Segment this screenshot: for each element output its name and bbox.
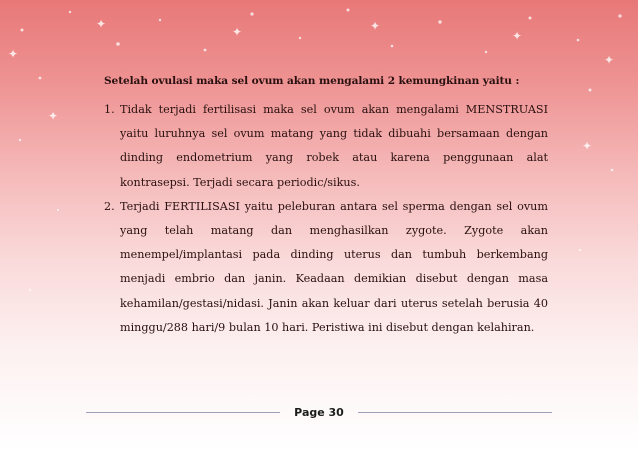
svg-text:✦: ✦ bbox=[604, 53, 615, 67]
svg-text:✦: ✦ bbox=[512, 29, 523, 43]
list-item-number: 1. bbox=[104, 103, 115, 116]
svg-text:✦: ✦ bbox=[48, 109, 59, 123]
page-footer bbox=[86, 402, 552, 422]
intro-paragraph: Setelah ovulasi maka sel ovum akan mengalami 2 kemungkinan yaitu : bbox=[104, 75, 520, 87]
svg-text:✦: ✦ bbox=[8, 47, 19, 61]
page-number: Page 30 bbox=[294, 405, 344, 419]
list-item-number: 2. bbox=[104, 199, 115, 213]
svg-text:✦: ✦ bbox=[370, 19, 381, 33]
list-item bbox=[104, 98, 548, 195]
list-item bbox=[104, 195, 548, 340]
svg-text:✦: ✦ bbox=[232, 25, 243, 39]
footer-rule-right bbox=[358, 412, 552, 413]
svg-text:✦: ✦ bbox=[96, 17, 107, 31]
svg-text:✦: ✦ bbox=[582, 139, 593, 153]
document-body bbox=[104, 70, 548, 340]
footer-rule-left bbox=[86, 412, 280, 413]
list-item-text: Terjadi FERTILISASI yaitu peleburan antara sel sperma dengan sel ovum yang telah matang dan menghasilkan zygote. Zygote akan menempel/implantasi pada dinding uterus dan tumbuh berkembang menjadi embrio dan janin. Keadaan demikian disebut dengan masa kehamilan/gestasi/nidasi. Janin akan keluar dari uterus setelah berusia 40 minggu/288 hari/9 bulan 10 hari. Peristiwa ini disebut dengan kelahiran. bbox=[120, 199, 548, 334]
list-item-text: Tidak terjadi fertilisasi maka sel ovum akan mengalami MENSTRUASI yaitu luruhnya sel ovum matang yang tidak dibuahi bersamaan dengan dinding endometrium yang robek atau karena penggunaan alat kontrasepsi. Terjadi secara periodic/sikus. bbox=[120, 103, 548, 189]
